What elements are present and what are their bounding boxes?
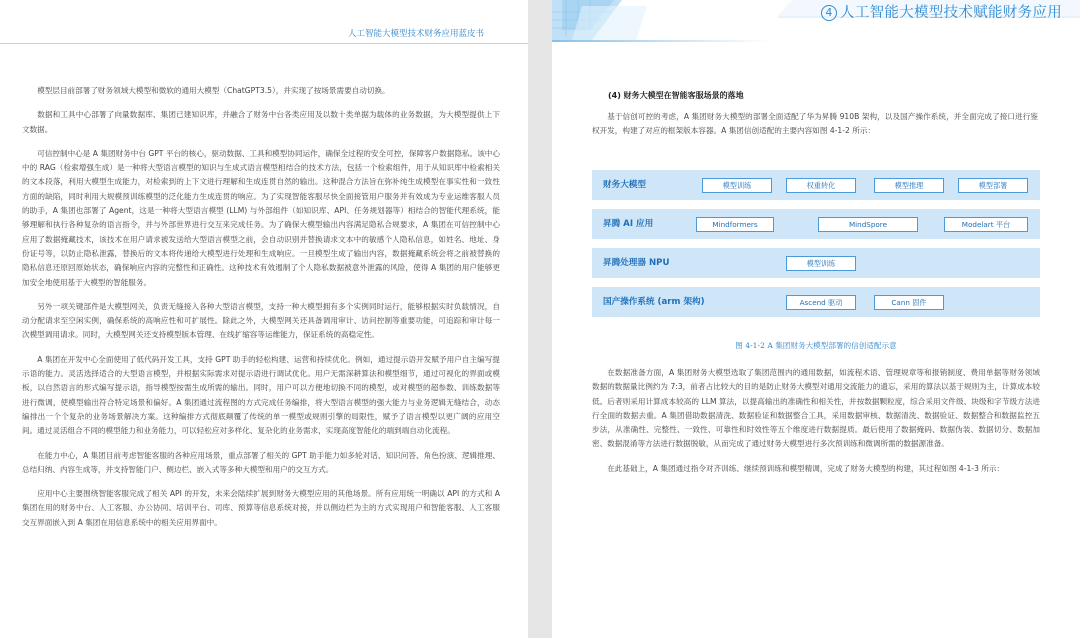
running-header: 人工智能大模型技术财务应用蓝皮书 [347,29,484,39]
section-heading: (4) 财务大模型在智能客服场景的落地 [608,91,744,100]
diagram-row [592,209,1040,239]
paragraph: 另外一项关键部件是大模型网关，负责无缝接入各种大型语言模型，支持一种大模型拥有多个实例同时运行，能够根据实时负载情况，自动分配请求至空闲实例，确保系统的高响应性和可扩展性。除此之外，大模型网关还具备调用审计、访问控制等重要功能，可追踪和审计每一次模型调用请求。同时，大模型网关还支持模型版本管理、在线扩缩容等运维能力，保证系统的高稳定性。 [22,301,500,340]
diagram-box: MindSpore [818,217,918,232]
paragraph: 可信控制中心是 A 集团财务中台 GPT 平台的核心，驱动数据、工具和模型协同运作，确保全过程的安全可控，保障客户数据隐私。该中心中的 RAG（检索增强生成）是一种将大型语言模型的知识与生成式语言模型相结合的技术方法，包括一个检索组件，用于从知识库中检索相关的文本段落，利用大模型生成能力，对检索到的上下文进行理解和生成连贯自然的输出。这种混合方法旨在弥补纯生成模型在事实性和一致性方面的缺陷，同时利用大规模预训练模型的泛化能力生成连贯的响应。为了实现智能客服尽快全面接管用户服务并有效成为专业运维客服人员的助手，A 集团也部署了 Agent，这是一种将大型语言模型 (LLM) 与外部组件（如知识库、API、任务规划器等）相结合的智能代理系统，能够理解和执行各种复杂的语言指令，并与外部世界进行交互来完成任务。为了确保大模型输出内容满足隐私合规要求，A 集团在可信控制中心应用了数据掩藏技术，该技术在用户请求被发送给大型语言模型之前，会自动识别并替换请求文本中的敏感个人隐私信息，如姓名、地址、身份证号等，以防止隐私泄露，替换后的文本将传递给大模型进行处理和生成响应。一旦模型生成了输出内容，数据掩藏系统会将之前被替换的隐私信息还原回原始状态，确保响应内容的完整性和正确性。这种技术有效遏制了个人隐私数据被意外泄露的风险，使得 A 集团的用户能够更加安全地使用基于大模型的智能服务。 [22,148,500,287]
right-body-bottom [592,366,1040,486]
xinchuang-adaptation-diagram [592,170,1040,326]
paragraph: 数据和工具中心部署了向量数据库、集团已建知识库，并融合了财务中台各类应用及以数十类单据为载体的业务数据，为大模型提供上下文数据。 [22,110,500,134]
paragraph: 基于信创可控的考虑，A 集团财务大模型的部署全面适配了华为昇腾 910B 架构，以及国产操作系统，并全面完成了接口进行鉴权开发，构建了对应的框架版本容器。A 集团信创适配的主要内容如图 4-1-2 所示： [592,112,1038,136]
right-body-top [592,90,1038,147]
paragraph: 在数据准备方面，A 集团财务大模型选取了集团范围内的通用数据，如流程术语、管理规章等和报销制度、费用单据等财务领域数据的数据量比例约为 7:3，前者占比较大的目的是防止财务大模型对通用交流能力的遗忘，采用的算法以基于规则为主，计算成本较低。后者则采用计算成本较高的 LLM 算法，以提高输出的准确性和相关性，并按数据颗粒度，综合采用文件级、块级和字节级方法进行全面的数据去重。A 集团借助数据清洗、数据验证和数据整合工具，采用数据审核、数据清洗、数据验证、数据整合和数据监控五步法，从准确性、完整性、一致性、可靠性和时效性等五个维度进行数据提质。最后使用了数据掩码、数据伪装、数据切分、数据加密、数据混淆等方法进行数据脱敏，从而完成了通过财务大模型进行多次预训练和微调所需的数据源准备。 [592,368,1040,449]
diagram-row [592,248,1040,278]
row-label: 财务大模型 [603,180,646,190]
paragraph: 应用中心主要围绕智能客服完成了相关 API 的开发，未来会陆续扩展到财务大模型应用的其他场景。所有应用统一明确以 API 的方式和 A 集团在用的财务中台、人工客服、办公协同、培训平台、司库、预算等信息系统对接，并以侧边栏为主的方式实现用户和智能客服、人工客服交互界面嵌入到 A 集团在用信息系统中的相关应用界面中。 [22,489,500,527]
paragraph: 在此基础上，A 集团通过指令对齐训练、继续预训练和模型精调，完成了财务大模型的构建，其过程如图 4-1-3 所示： [607,463,1005,473]
row-label: 昇腾 AI 应用 [603,219,654,229]
diagram-box: Mindformers [696,217,774,232]
diagram-box: Modelart 平台 [944,217,1028,232]
left-body-text [22,84,500,540]
diagram-box: 模型部署 [958,178,1028,193]
figure-caption: 图 4-1-2 A 集团财务大模型部署的信创适配示意 [735,341,897,350]
row-label: 昇腾处理器 NPU [603,258,670,268]
diagram-box: 模型训练 [702,178,772,193]
paragraph: A 集团在开发中心全面使用了低代码开发工具，支持 GPT 助手的轻松构建、运营和持续优化。例如，通过提示语开发赋予用户自主编写提示语的能力。灵活选择适合的大型语言模型，并根据实际需求对提示语进行调试优化。用户无需深耕算法和模型细节，通过可视化的界面或模板，以自然语言的形式编写提示语，指导模型按需生成所需的输出。同时，用户可以方便地切换不同的模型，或对模型的超参数、训练数据等进行微调，使模型输出符合特定场景和偏好。A 集团通过流程图的方式完成任务编排，将大型语言模型的强大能力与业务逻辑无缝结合，动态编排出一个个复杂的业务场景解决方案。这种编排方式彻底颠覆了传统的单一模型或规则引擎的局限性，赋予了语言模型以更广阔的应用空间。通过灵活组合不同的模型能力和业务能力，可以轻松应对多样化、复杂化的业务需求，实现高度智能化的端到端自动化流程。 [22,354,500,436]
paragraph: 模型层目前部署了财务领域大模型和微软的通用大模型（ChatGPT3.5），并实现了按场景需要自动切换。 [37,86,390,95]
diagram-box: Cann 固件 [874,295,944,310]
chapter-title-text: 人工智能大模型技术赋能财务应用 [840,5,1062,21]
left-page [0,0,528,638]
chapter-title [821,1,1062,22]
diagram-box: Ascend 驱动 [786,295,856,310]
diagram-box: 模型训练 [786,256,856,271]
row-label: 国产操作系统 (arm 架构) [603,297,705,307]
diagram-box: 模型推理 [874,178,944,193]
diagram-row [592,170,1040,200]
chapter-number-badge: 4 [821,5,837,21]
diagram-row [592,287,1040,317]
right-page [552,0,1080,638]
diagram-box: 权重转化 [786,178,856,193]
paragraph: 在能力中心，A 集团目前考虑智能客服的各种应用场景，重点部署了相关的 GPT 助手能力如多轮对话、知识问答、角色扮演、逻辑推理、总结归纳、内容生成等，并支持智能门户、侧边栏、嵌入式等多种大模型和用户的交互方式。 [22,450,500,474]
